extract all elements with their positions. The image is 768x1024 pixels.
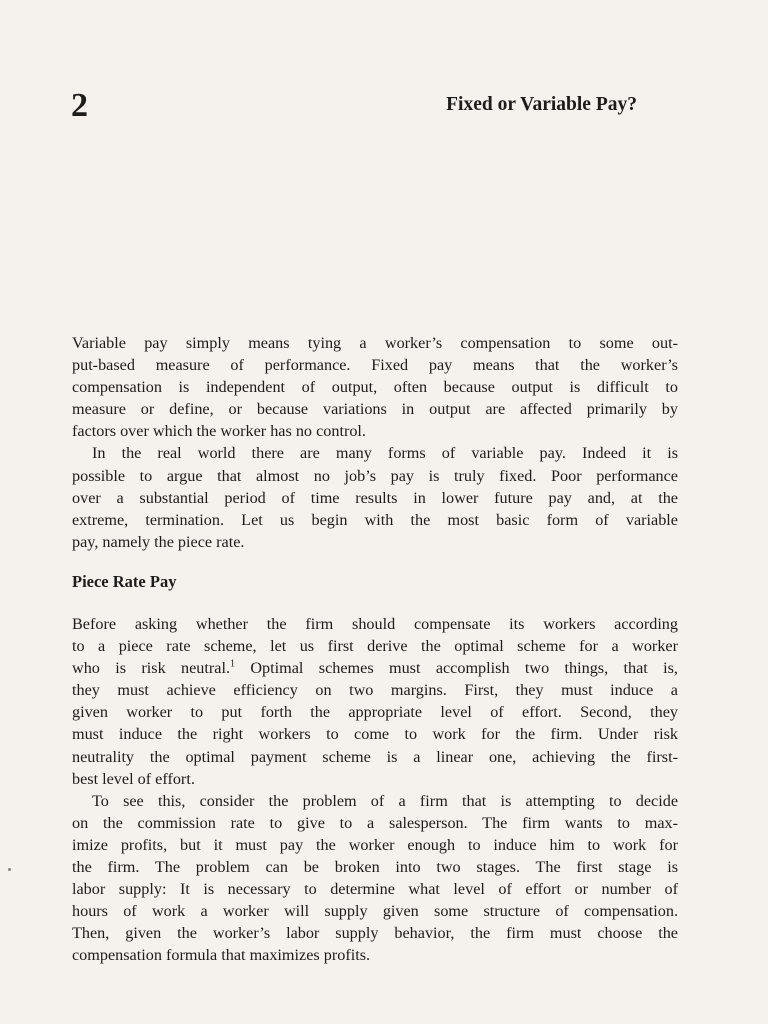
text-line: on the commission rate to give to a salesperson. The firm wants to max- — [72, 813, 678, 832]
text-line: Then, given the worker’s labor supply behavior, the firm must choose the — [72, 924, 678, 943]
text-line: possible to argue that almost no job’s pay is truly fixed. Poor performance — [72, 466, 678, 485]
section-paragraph-1 — [72, 613, 678, 790]
text-line: To see this, consider the problem of a firm that is attempting to decide — [92, 791, 678, 810]
text-line: measure or define, or because variations in output are affected primarily by — [72, 400, 678, 419]
text-line: they must achieve efficiency on two margins. First, they must induce a — [72, 681, 678, 700]
text-line: labor supply: It is necessary to determine what level of effort or number of — [72, 880, 678, 899]
text-line: put-based measure of performance. Fixed pay means that the worker’s — [72, 356, 678, 375]
intro-paragraph-1 — [72, 332, 678, 442]
text-line: Before asking whether the firm should compensate its workers according — [72, 614, 678, 633]
text-line: factors over which the worker has no control. — [72, 422, 366, 441]
intro-paragraph-2 — [72, 442, 678, 552]
text-line: imize profits, but it must pay the worker enough to induce him to work for — [72, 835, 678, 854]
text-segment: who is risk neutral. — [72, 659, 231, 678]
text-line: compensation is independent of output, often because output is difficult to — [72, 378, 678, 397]
text-line: to a piece rate scheme, let us first derive the optimal scheme for a worker — [72, 637, 678, 656]
text-line: the firm. The problem can be broken into two stages. The first stage is — [72, 857, 678, 876]
text-line: compensation formula that maximizes profits. — [72, 946, 371, 965]
footnote-marker[interactable]: 1 — [230, 658, 236, 670]
section-paragraph-2 — [72, 790, 678, 967]
text-line: neutrality the optimal payment scheme is a linear one, achieving the first- — [72, 747, 678, 766]
text-segment: Optimal schemes must accomplish two things, that is, — [235, 659, 678, 678]
text-line: In the real world there are many forms of variable pay. Indeed it is — [92, 444, 678, 463]
text-line: must induce the right workers to come to work for the firm. Under risk — [72, 725, 678, 744]
chapter-body — [72, 332, 678, 966]
section-heading: Piece Rate Pay — [72, 571, 177, 591]
chapter-number: 2 — [71, 87, 88, 124]
chapter-title: Fixed or Variable Pay? — [446, 94, 637, 115]
text-line: extreme, termination. Let us begin with the most basic form of variable — [72, 510, 678, 529]
text-line: over a substantial period of time results in lower future pay and, at the — [72, 488, 678, 507]
text-line: best level of effort. — [72, 769, 195, 788]
text-line: hours of work a worker will supply given some structure of compensation. — [72, 902, 678, 921]
scan-speck — [8, 868, 11, 871]
text-line: Variable pay simply means tying a worker’s compensation to some out- — [72, 334, 678, 352]
text-line: given worker to put forth the appropriate level of effort. Second, they — [72, 703, 678, 722]
text-line: pay, namely the piece rate. — [72, 532, 245, 551]
text-line-with-footnote — [72, 657, 678, 679]
